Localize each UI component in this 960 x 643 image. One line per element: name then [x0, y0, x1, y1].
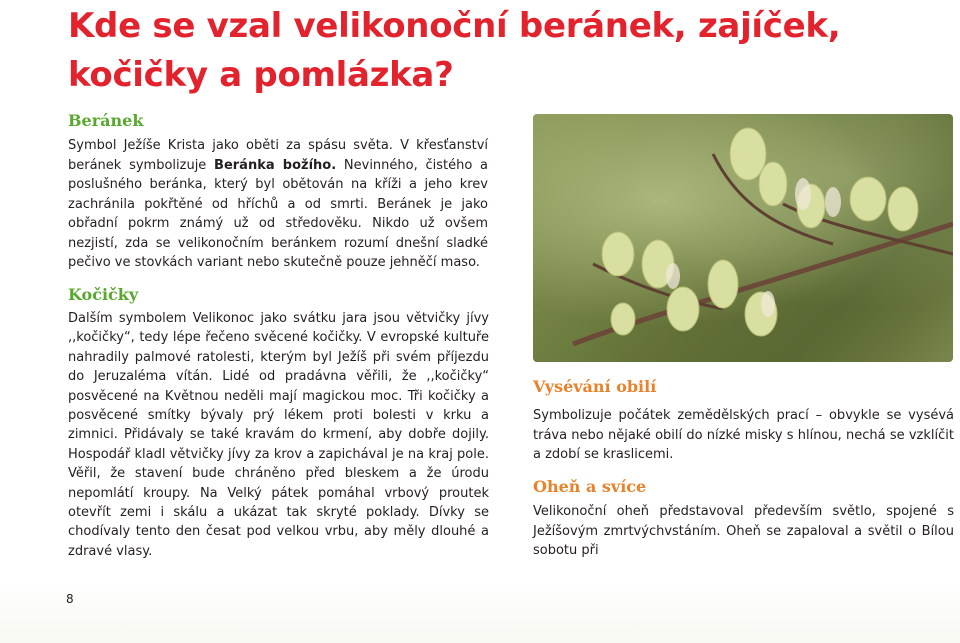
- beranek-text-1: Symbol Ježíše Krista jako oběti za spásu světa. V křesťanství beránek symbolizuje: [68, 138, 488, 173]
- beranek-text-2: Nevinného, čistého a poslušného beránka, který byl obětován na kříži a jeho krev zachránila pokřtěné od hříchů a od smrti. Beránek je jako obřadní pokrm známý už od středověku. Nikdo už ovšem nezjistí, zda se velikonočním beránkem rozumí dnešní sladké pečivo ve stovkách variant nebo skutečně pouze jehněčí maso.: [68, 157, 488, 270]
- paragraph-kocicky: Dalším symbolem Velikonoc jako svátku jara jsou větvičky jívy ,,kočičky“, tedy lépe řečeno svěcené kočičky. V evropské kultuře nahradily palmové ratolesti, kterým byl Ježíš při svém příjezdu do Jeruzaléma vítán. Lidé od pradávna věřili, že ,,kočičky“ posvěcené na Květnou neděli mají magickou moc. Tři kočičky a posvěcené smítky bývaly prý lékem proti bolesti v krku a zimnici. Přidávaly se také kravám do krmení, aby dobře dojily. Hospodář kladl větvičky jívy za krov a zapichával je na kraj pole. Věřil, že stavení bude chráněno před bleskem a že úrodu nepomlátí kroupy. Na Velký pátek pomáhal vrbový proutek otevřít zemi i skálu a ukázat tak skryté poklady. Dívky se chodívaly tento den česat pod velkou vrbu, aby měly dlouhé a zdravé vlasy.: [68, 311, 489, 559]
- page-title: Kde se vzal velikonoční beránek, zajíček, kočičky a pomlázka?: [68, 6, 841, 95]
- paragraph-vysevani: Symbolizuje počátek zemědělských prací – obvykle se vysévá tráva nebo nějaké obilí do nízké misky s hlínou, nechá se vzklíčit a zdobí se kraslicemi.: [533, 408, 954, 462]
- heading-beranek: Beránek: [68, 111, 144, 130]
- paragraph-ohen: Velikonoční oheň představoval především světlo, spojené s Ježíšovým zmrtvýchvstáním. Oheň se zapaloval a světil o Bílou sobotu při: [533, 504, 954, 558]
- heading-kocicky: Kočičky: [68, 285, 139, 304]
- page-number: 8: [66, 592, 74, 606]
- pussy-willow-photo: [533, 114, 953, 362]
- heading-vysevani: Vysévání obilí: [533, 377, 657, 396]
- photo-illustration: [533, 114, 953, 362]
- beranek-text-bold: Beránka božího.: [214, 157, 337, 173]
- page-footer-band: [0, 580, 960, 643]
- paragraph-beranek: [68, 136, 488, 273]
- heading-ohen: Oheň a svíce: [533, 477, 647, 496]
